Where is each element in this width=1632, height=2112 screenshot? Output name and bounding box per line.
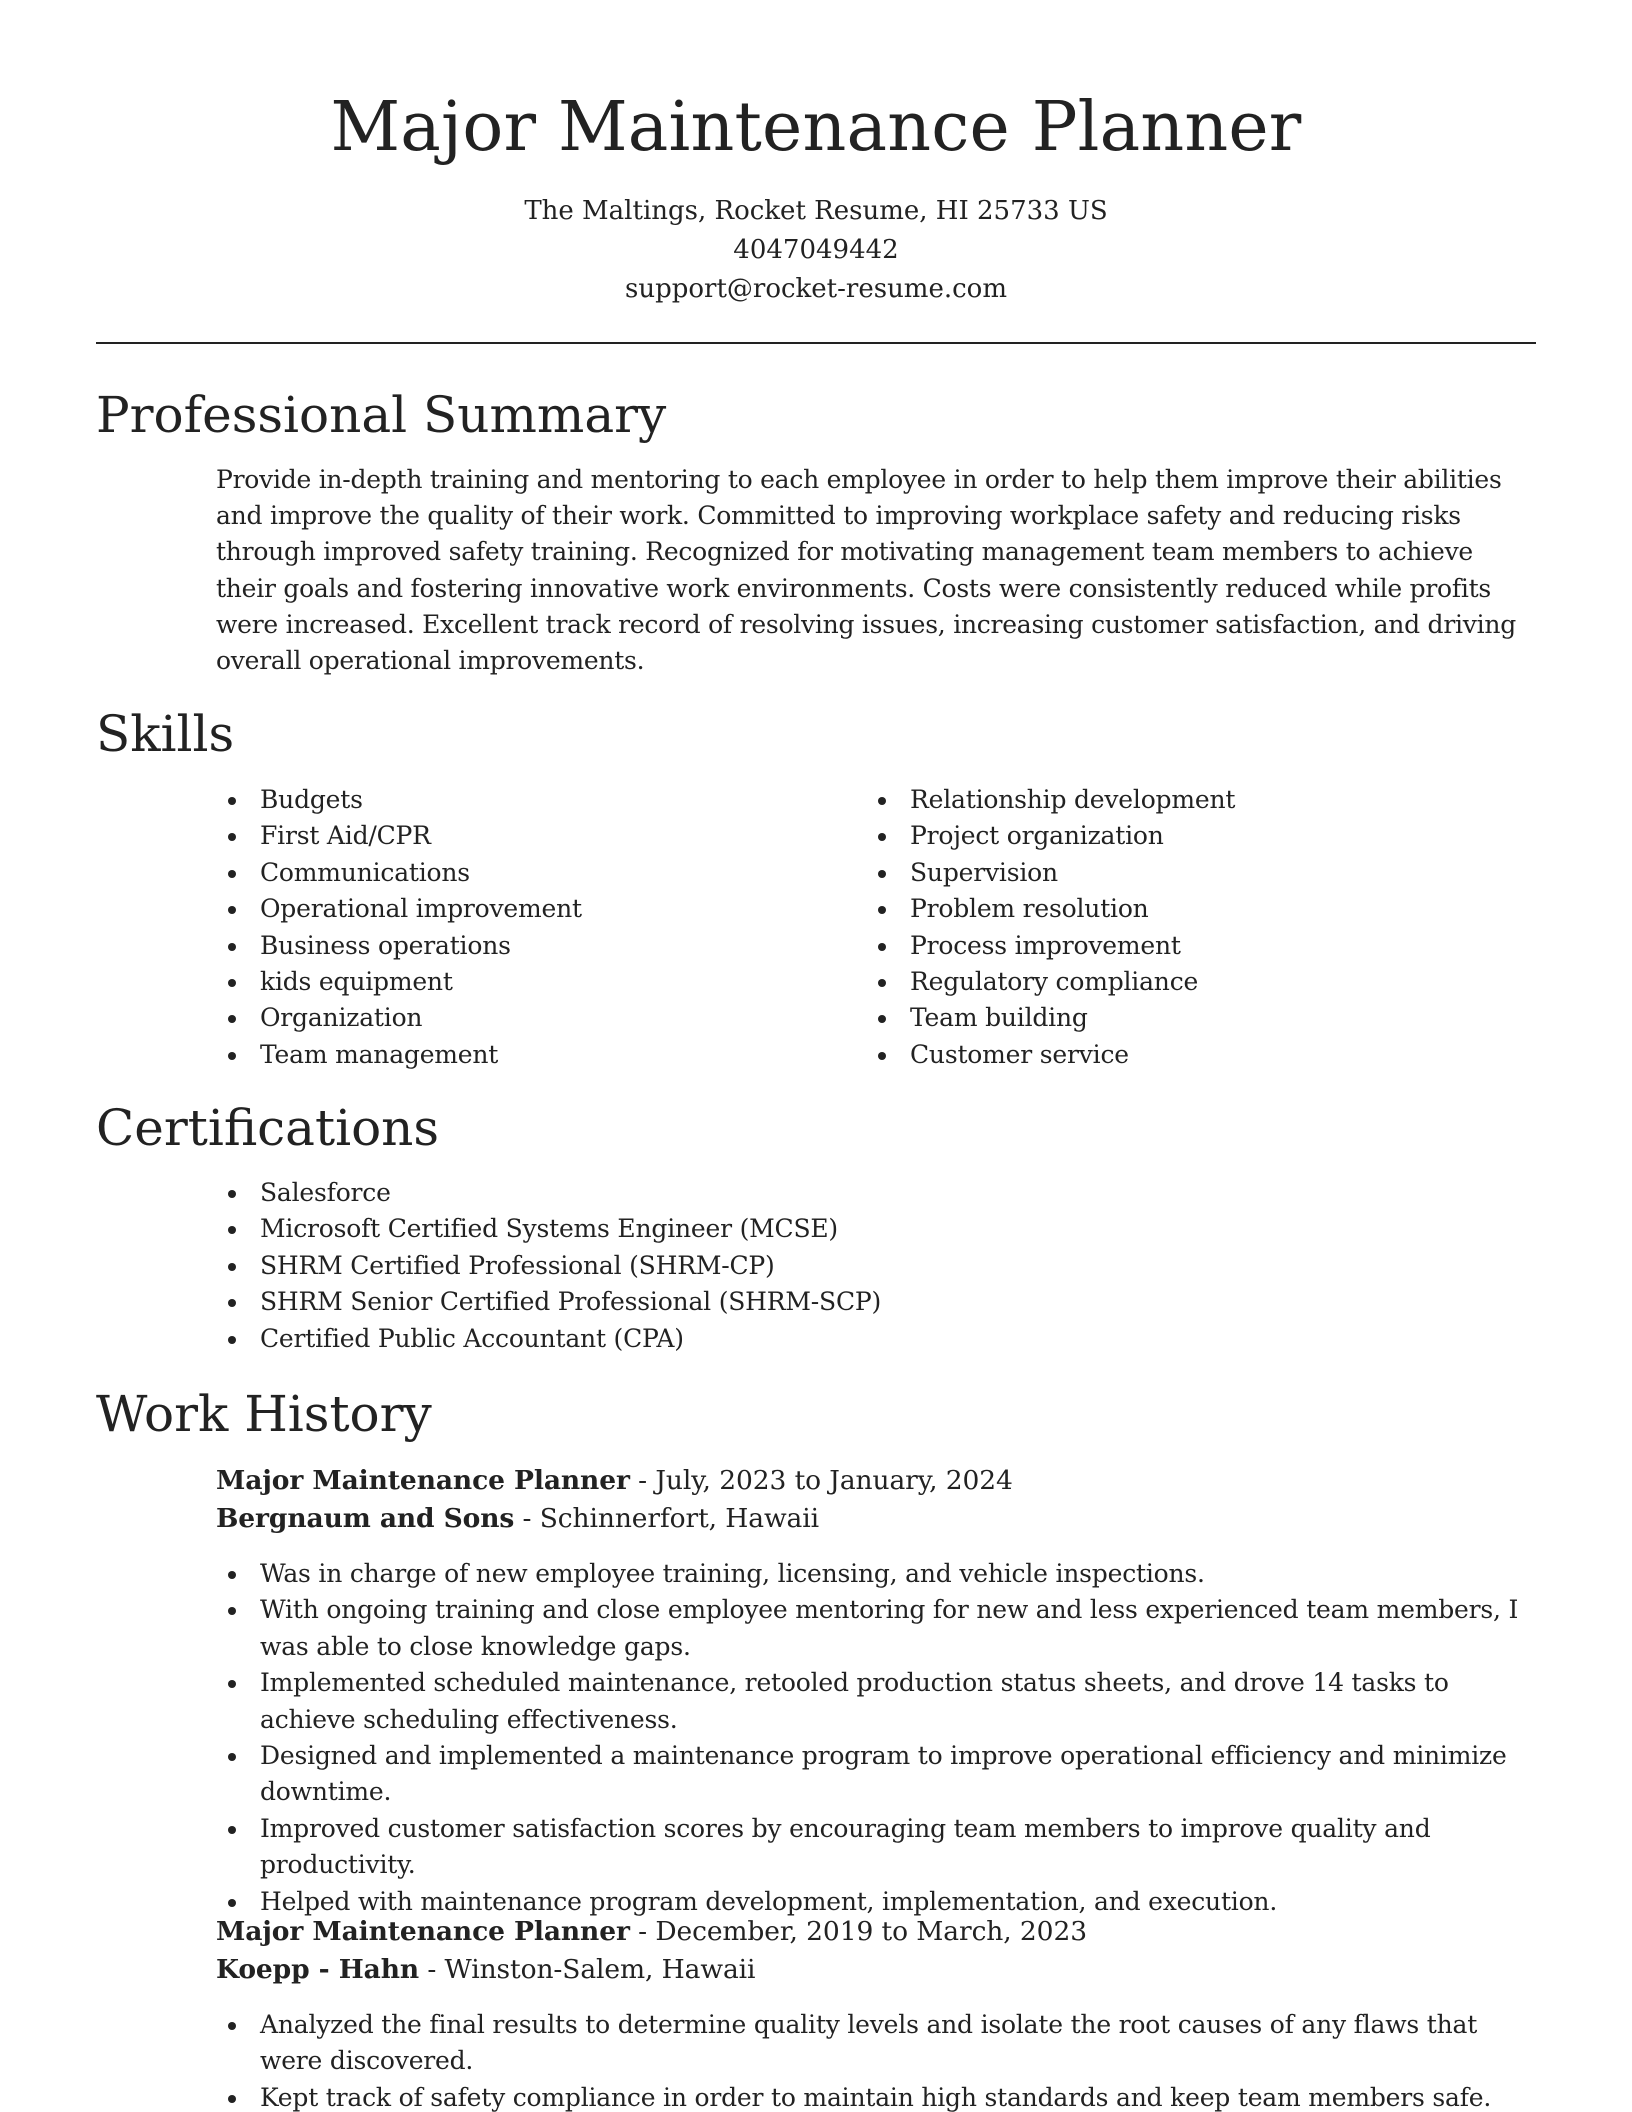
- section-title-summary: Professional Summary: [96, 386, 667, 444]
- certifications-block: [216, 1175, 1416, 1357]
- candidate-name: Major Maintenance Planner: [330, 88, 1302, 167]
- contact-address: The Maltings, Rocket Resume, HI 25733 US: [524, 196, 1108, 226]
- list-item: Supervision: [866, 855, 1486, 891]
- list-item: SHRM Senior Certified Professional (SHRM-SCP): [216, 1284, 1416, 1320]
- list-item: Implemented scheduled maintenance, retooled production status sheets, and drove 14 tasks to achieve scheduling effectiveness.: [216, 1665, 1546, 1738]
- list-item: SHRM Certified Professional (SHRM-CP): [216, 1248, 1416, 1284]
- list-item: Team management: [216, 1037, 836, 1073]
- job-location: - Winston-Salem, Hawaii: [419, 1954, 756, 1985]
- list-item: Analyzed the final results to determine quality levels and isolate the root causes of any flaws that were discovered.: [216, 2007, 1546, 2080]
- list-item: First Aid/CPR: [216, 818, 836, 854]
- job-role: Major Maintenance Planner: [216, 1916, 630, 1947]
- list-item: Kept track of safety compliance in order to maintain high standards and keep team members safe.: [216, 2080, 1546, 2112]
- list-item: Business operations: [216, 928, 836, 964]
- list-item: Communications: [216, 855, 836, 891]
- job-location: - Schinnerfort, Hawaii: [514, 1503, 820, 1534]
- job-company-line: [216, 1951, 755, 1989]
- skills-column-left: [216, 782, 836, 1073]
- list-item: Helped with maintenance program development, implementation, and execution.: [216, 1884, 1546, 1920]
- list-item: Customer service: [866, 1037, 1486, 1073]
- contact-phone: 4047049442: [733, 235, 899, 265]
- list-item: With ongoing training and close employee mentoring for new and less experienced team members, I was able to close knowledge gaps.: [216, 1592, 1546, 1665]
- section-title-work-history: Work History: [96, 1385, 432, 1443]
- job-company: Bergnaum and Sons: [216, 1503, 515, 1534]
- job-duties: [216, 2007, 1546, 2112]
- contact-email: support@rocket-resume.com: [624, 274, 1007, 304]
- header-divider: [96, 342, 1536, 344]
- section-title-certifications: Certifications: [96, 1099, 440, 1157]
- resume-header: [0, 0, 1632, 309]
- list-item: kids equipment: [216, 964, 836, 1000]
- job-role-line: [216, 1462, 1013, 1500]
- skills-list-left: [216, 782, 836, 1073]
- list-item: Organization: [216, 1000, 836, 1036]
- list-item: Improved customer satisfaction scores by encouraging team members to improve quality and productivity.: [216, 1811, 1546, 1884]
- job-duties: [216, 1556, 1546, 1920]
- list-item: Designed and implemented a maintenance program to improve operational efficiency and minimize downtime.: [216, 1738, 1546, 1811]
- list-item: Problem resolution: [866, 891, 1486, 927]
- job-company-line: [216, 1500, 819, 1538]
- job-dates: - July, 2023 to January, 2024: [629, 1465, 1013, 1496]
- job-dates: - December, 2019 to March, 2023: [629, 1916, 1087, 1947]
- list-item: Budgets: [216, 782, 836, 818]
- contact-block: [0, 192, 1632, 309]
- list-item: Team building: [866, 1000, 1486, 1036]
- list-item: Project organization: [866, 818, 1486, 854]
- list-item: Operational improvement: [216, 891, 836, 927]
- job-company: Koepp - Hahn: [216, 1954, 420, 1985]
- job-role: Major Maintenance Planner: [216, 1465, 630, 1496]
- list-item: Certified Public Accountant (CPA): [216, 1321, 1416, 1357]
- list-item: Was in charge of new employee training, licensing, and vehicle inspections.: [216, 1556, 1546, 1592]
- list-item: Microsoft Certified Systems Engineer (MCSE): [216, 1211, 1416, 1247]
- job-duties-list: [216, 1556, 1546, 1920]
- list-item: Relationship development: [866, 782, 1486, 818]
- job-role-line: [216, 1913, 1087, 1951]
- job-duties-list: [216, 2007, 1546, 2112]
- section-title-skills: Skills: [96, 705, 235, 763]
- skills-list-right: [866, 782, 1486, 1073]
- certifications-list: [216, 1175, 1416, 1357]
- summary-text: Provide in-depth training and mentoring to each employee in order to help them improve their abilities and improve the quality of their work. Committed to improving workplace safety and reducing risks through improved safety training. Recognized for motivating management team members to achieve their goals and fostering innovative work environments. Costs were consistently reduced while profits were increased. Excellent track record of resolving issues, increasing customer satisfaction, and driving overall operational improvements.: [216, 465, 1516, 676]
- list-item: Regulatory compliance: [866, 964, 1486, 1000]
- list-item: Salesforce: [216, 1175, 1416, 1211]
- list-item: Process improvement: [866, 928, 1486, 964]
- skills-column-right: [866, 782, 1486, 1073]
